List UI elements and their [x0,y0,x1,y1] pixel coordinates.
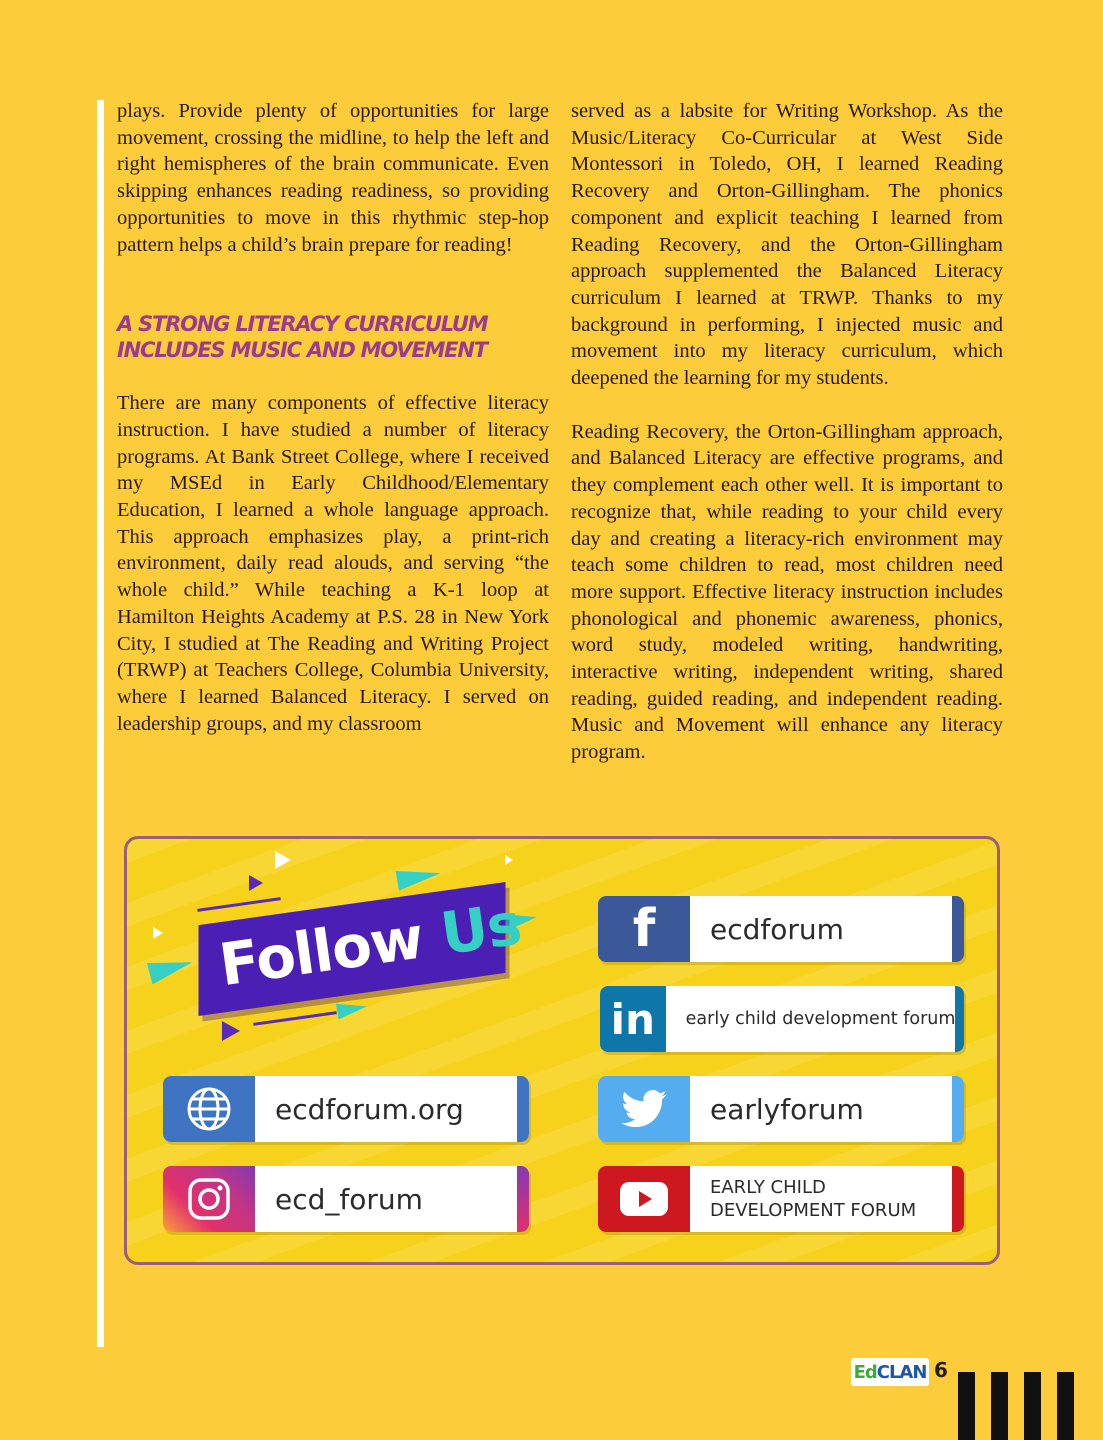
paragraph: plays. Provide plenty of opportunities for large movement, crossing the midline, to help the left and right hemispheres of the brain communicate. Even skipping enhances reading readiness, so providing opportunities to move in this rhythmic step-hop pattern helps a child’s brain prepare for reading! [117,100,549,256]
follow-us-ribbon [191,873,525,1025]
twitter-link[interactable] [598,1076,964,1142]
follow-us-title: Follow Us [215,889,525,1000]
instagram-link[interactable] [163,1166,529,1232]
globe-icon [163,1076,255,1142]
facebook-icon: f [598,896,690,962]
article-column-left [117,98,549,737]
twitter-icon [598,1076,690,1142]
youtube-channel: EARLY CHILD DEVELOPMENT FORUM [710,1177,917,1221]
linkedin-link[interactable] [600,986,964,1052]
website-link[interactable] [163,1076,529,1142]
youtube-link[interactable] [598,1166,964,1232]
instagram-handle: ecd_forum [275,1182,423,1216]
website-address: ecdforum.org [275,1092,464,1126]
twitter-handle: earlyforum [710,1092,864,1126]
triangle-decoration [222,1021,240,1041]
edclan-logo: Ed CLAN [851,1358,929,1386]
corner-stripes-decoration [958,1372,1078,1440]
triangle-decoration [275,851,291,869]
triangle-decoration [505,855,513,865]
facebook-handle: ecdforum [710,912,844,946]
section-heading: A STRONG LITERACY CURRICULUM INCLUDES MUSIC AND MOVEMENT [117,312,488,363]
paragraph: There are many components of effective literacy instruction. I have studied a number of literacy programs. At Bank Street College, where I received my MSEd in Early Childhood/Elementary Education, I learned a whole language approach. This approach emphasizes play, a print-rich environment, daily read alouds, and serving “the whole child.” While teaching a K-1 loop at Hamilton Heights Academy at P.S. 28 in New York City, I studied at The Reading and Writing Project (TRWP) at Teachers College, Columbia University, where I learned Balanced Literacy. I served on leadership groups, and my classroom [117,392,549,735]
triangle-decoration [147,952,195,985]
follow-us-banner [124,836,1000,1265]
facebook-link[interactable] [598,896,964,962]
paragraph: Reading Recovery, the Orton-Gillingham approach, and Balanced Literacy are effective programs, and they complement each other well. It is important to recognize that, while reading to your child every day and creating a literacy-rich environment may teach some children to read, most children need more support. Effective literacy instruction includes phonological and phonemic awareness, phonics, word study, modeled writing, handwriting, interactive writing, independent writing, shared reading, guided reading, and independent reading. Music and Movement will enhance any literacy program. [571,420,1003,764]
instagram-icon [163,1166,255,1232]
paragraph: served as a labsite for Writing Workshop. As the Music/Literacy Co-Curricular at West Side Montessori in Toledo, OH, I learned Reading Recovery and Orton-Gillingham. The phonics component and explicit teaching I learned from Reading Recovery, and the Orton-Gillingham approach supplemented the Balanced Literacy curriculum I learned at TRWP. Thanks to my background in performing, I injected music and movement into my literacy curriculum, which deepened the learning for my students. [571,100,1003,390]
linkedin-handle: early child development forum [685,1009,956,1029]
triangle-decoration [153,927,163,939]
triangle-decoration [249,875,263,891]
left-margin-rule [97,100,104,1347]
page-number: 6 [934,1358,948,1382]
article-column-right [571,98,1003,766]
youtube-icon [598,1166,690,1232]
linkedin-icon: in [600,986,666,1052]
